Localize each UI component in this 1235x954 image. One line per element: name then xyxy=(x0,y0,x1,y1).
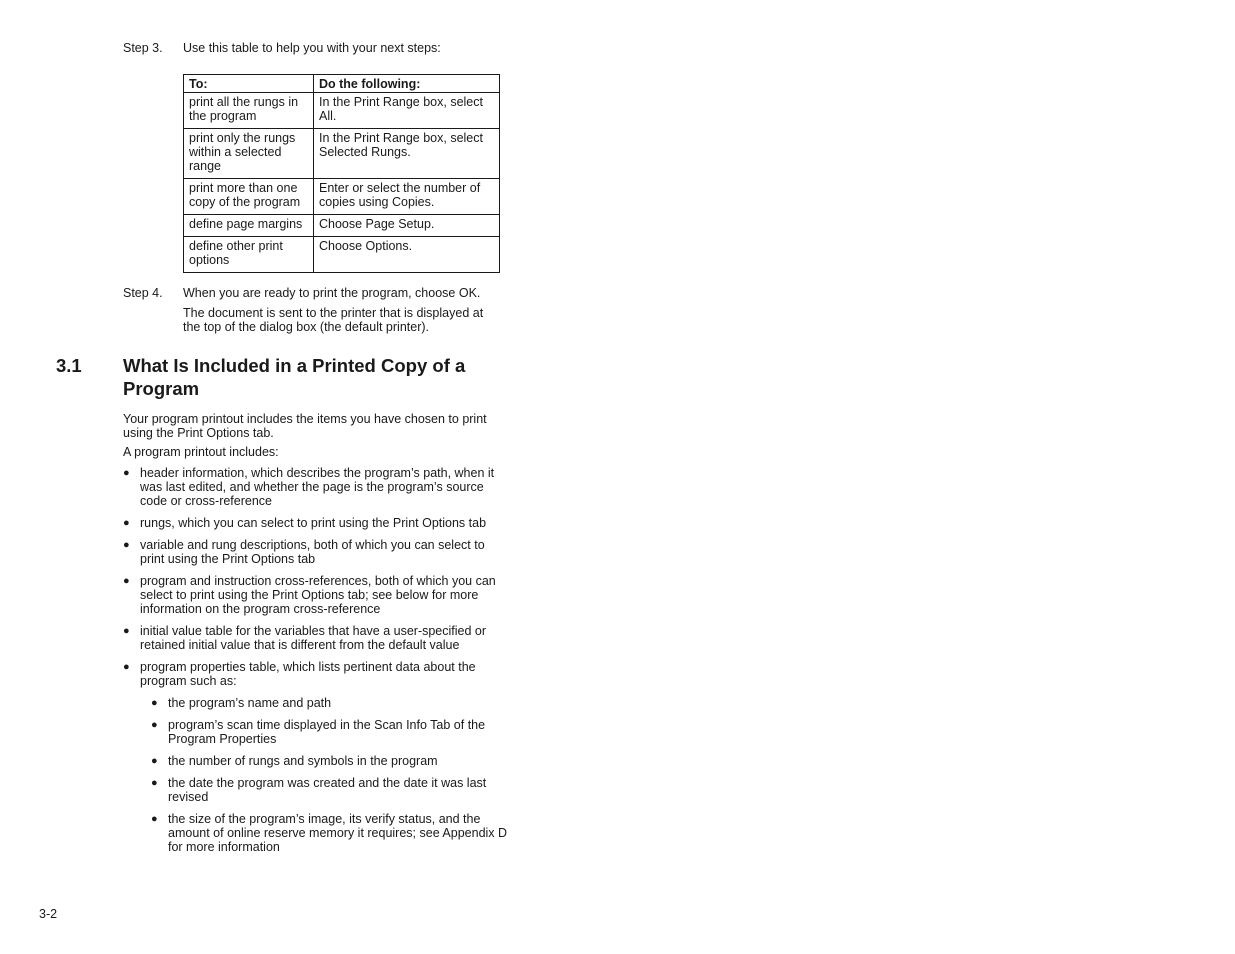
table-row xyxy=(184,129,500,179)
table-cell-to: print only the rungs within a selected range xyxy=(184,129,314,179)
table-row xyxy=(184,179,500,215)
list-item xyxy=(123,574,508,616)
sub-list-item xyxy=(140,718,508,746)
section-number: 3.1 xyxy=(56,355,82,376)
table-row xyxy=(184,93,500,129)
bullet-icon: ● xyxy=(123,467,130,479)
list-item-text: rungs, which you can select to print using the Print Options tab xyxy=(140,516,487,530)
bullet-icon: ● xyxy=(123,539,130,551)
list-item-text: variable and rung descriptions, both of which you can select to print using the Print Options tab xyxy=(140,538,485,566)
step-3-text: Use this table to help you with your next steps: xyxy=(183,41,441,55)
table-header-action: Do the following: xyxy=(314,75,500,93)
bullet-icon: ● xyxy=(151,777,158,789)
list-item xyxy=(123,624,508,652)
sub-list-item xyxy=(140,696,508,710)
section-intro: Your program printout includes the items you have chosen to print using the Print Options tab. xyxy=(123,412,487,440)
sub-list-item xyxy=(140,776,508,804)
sub-list-item-text: program’s scan time displayed in the Scan Info Tab of the Program Properties xyxy=(168,718,486,746)
table-header-row xyxy=(184,75,500,93)
bullet-icon: ● xyxy=(151,719,158,731)
sub-list-item-text: the size of the program’s image, its verify status, and the amount of online reserve memory it requires; see Appendix D for more information xyxy=(168,812,508,854)
bullet-icon: ● xyxy=(151,813,158,825)
step-4-label: Step 4. xyxy=(123,286,163,300)
bullet-icon: ● xyxy=(123,575,130,587)
table-cell-to: define page margins xyxy=(184,215,314,237)
section-lead: A program printout includes: xyxy=(123,445,279,459)
table-cell-action: In the Print Range box, select All. xyxy=(314,93,500,129)
sub-list-item-text: the number of rungs and symbols in the program xyxy=(168,754,438,768)
table-row xyxy=(184,215,500,237)
bullet-icon: ● xyxy=(123,625,130,637)
table-header-to: To: xyxy=(184,75,314,93)
table-cell-to: define other print options xyxy=(184,237,314,273)
step-4-note: The document is sent to the printer that is displayed at the top of the dialog box (the default printer). xyxy=(183,306,484,334)
list-item-text: program properties table, which lists pertinent data about the program such as: xyxy=(140,660,476,688)
list-item xyxy=(123,516,508,530)
bullet-icon: ● xyxy=(123,517,130,529)
list-item xyxy=(123,538,508,566)
program-properties-list xyxy=(140,696,508,854)
list-item-text: program and instruction cross-references, both of which you can select to print using the Print Options tab; see below for more information on the program cross-reference xyxy=(140,574,496,616)
sub-list-item xyxy=(140,754,508,768)
list-item xyxy=(123,660,508,854)
table-cell-to: print more than one copy of the program xyxy=(184,179,314,215)
sub-list-item-text: the date the program was created and the date it was last revised xyxy=(168,776,487,804)
sub-list-item xyxy=(140,812,508,854)
step-3-label: Step 3. xyxy=(123,41,163,55)
printout-items-list xyxy=(123,466,508,862)
table-cell-action: Choose Page Setup. xyxy=(314,215,500,237)
table-cell-to: print all the rungs in the program xyxy=(184,93,314,129)
table-cell-action: In the Print Range box, select Selected Rungs. xyxy=(314,129,500,179)
step-4-text: When you are ready to print the program, choose OK. xyxy=(183,286,481,300)
table-cell-action: Enter or select the number of copies using Copies. xyxy=(314,179,500,215)
list-item-text: initial value table for the variables that have a user-specified or retained initial value that is different from the default value xyxy=(140,624,487,652)
bullet-icon: ● xyxy=(151,697,158,709)
page-number: 3-2 xyxy=(39,907,58,921)
sub-list-item-text: the program’s name and path xyxy=(168,696,332,710)
list-item xyxy=(123,466,508,508)
bullet-icon: ● xyxy=(151,755,158,767)
print-steps-table xyxy=(183,74,500,273)
table-row xyxy=(184,237,500,273)
table-cell-action: Choose Options. xyxy=(314,237,500,273)
bullet-icon: ● xyxy=(123,661,130,673)
list-item-text: header information, which describes the program’s path, when it was last edited, and whether the page is the program’s source code or cross-reference xyxy=(140,466,495,508)
section-title: What Is Included in a Printed Copy of a Program xyxy=(123,355,466,399)
